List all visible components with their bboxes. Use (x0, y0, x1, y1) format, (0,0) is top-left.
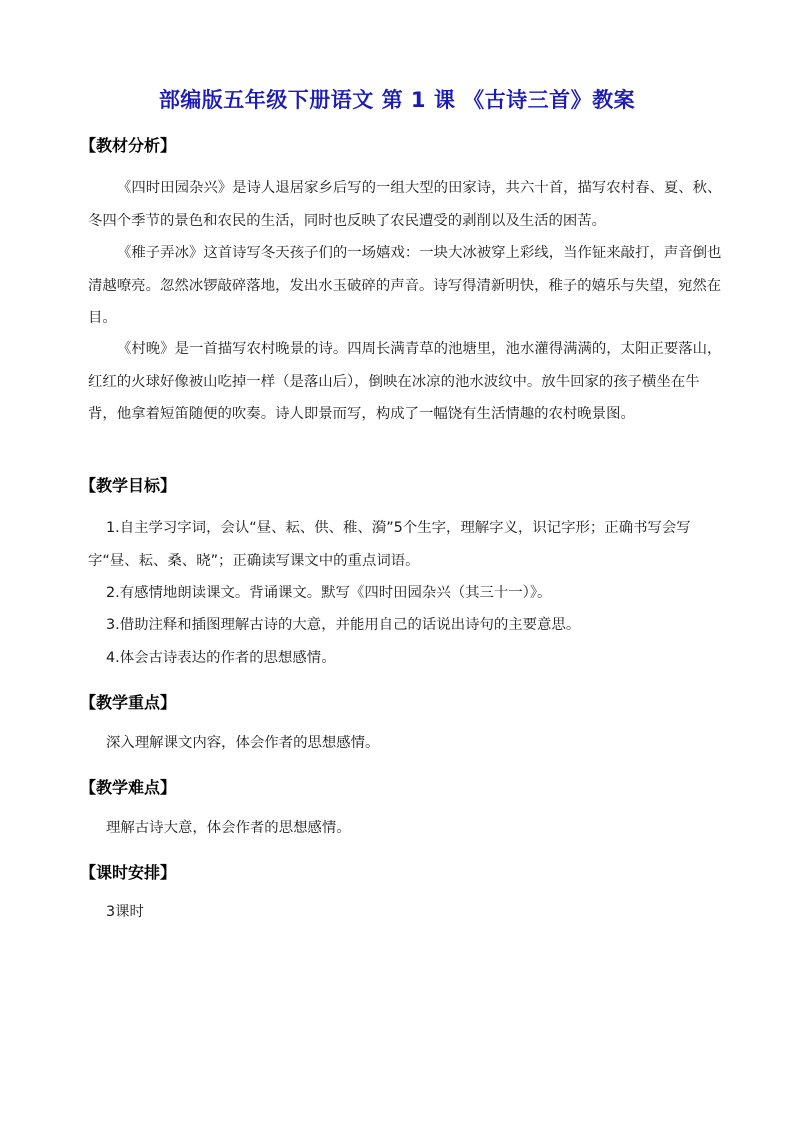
analysis-paragraph: 《村晚》是一首描写农村晚景的诗。四周长满青草的池塘里，池水灌得满满的，太阳正要落山，红红的火球好像被山吃掉一样（是落山后），倒映在冰凉的池水波纹中。放牛回家的孩子横坐在牛背，他拿着短笛随便的吹奏。诗人即景而写，构成了一幅饶有生活情趣的农村晚景图。 (88, 341, 722, 422)
schedule-text: 3课时 (106, 904, 144, 920)
goal-item: 4.体会古诗表达的作者的思想感情。 (106, 650, 336, 666)
section-heading-difficulties: 【教学难点】 (80, 778, 177, 797)
goal-item: 2.有感情地朗读课文。背诵课文。默写《四时田园杂兴（其三十一）》。 (106, 585, 552, 601)
analysis-paragraph: 《四时田园杂兴》是诗人退居家乡后写的一组大型的田家诗，共六十首，描写农村春、夏、秋、冬四个季节的景色和农民的生活，同时也反映了农民遭受的剥削以及生活的困苦。 (88, 180, 722, 229)
goal-item: 3.借助注释和插图理解古诗的大意，并能用自己的话说出诗句的主要意思。 (106, 617, 581, 633)
section-heading-goals: 【教学目标】 (80, 476, 177, 495)
document-title: 部编版五年级下册语文 第 1 课 《古诗三首》教案 (158, 88, 636, 112)
goal-item: 1.自主学习字词，会认“昼、耘、供、稚、漪”5个生字，理解字义，识记字形；正确书写会写字“昼、耘、桑、晓”；正确读写课文中的重点词语。 (88, 520, 691, 569)
section-heading-key-points: 【教学重点】 (80, 693, 177, 712)
key-points-text: 深入理解课文内容，体会作者的思想感情。 (106, 735, 380, 751)
difficulties-text: 理解古诗大意，体会作者的思想感情。 (106, 820, 351, 836)
section-heading-schedule: 【课时安排】 (80, 863, 177, 882)
analysis-paragraph: 《稚子弄冰》这首诗写冬天孩子们的一场嬉戏：一块大冰被穿上彩线，当作钲来敲打，声音倒也清越嘹亮。忽然冰锣敲碎落地，发出水玉破碎的声音。诗写得清新明快，稚子的嬉乐与失望，宛然在目。 (88, 245, 722, 326)
section-heading-analysis: 【教材分析】 (80, 136, 177, 155)
